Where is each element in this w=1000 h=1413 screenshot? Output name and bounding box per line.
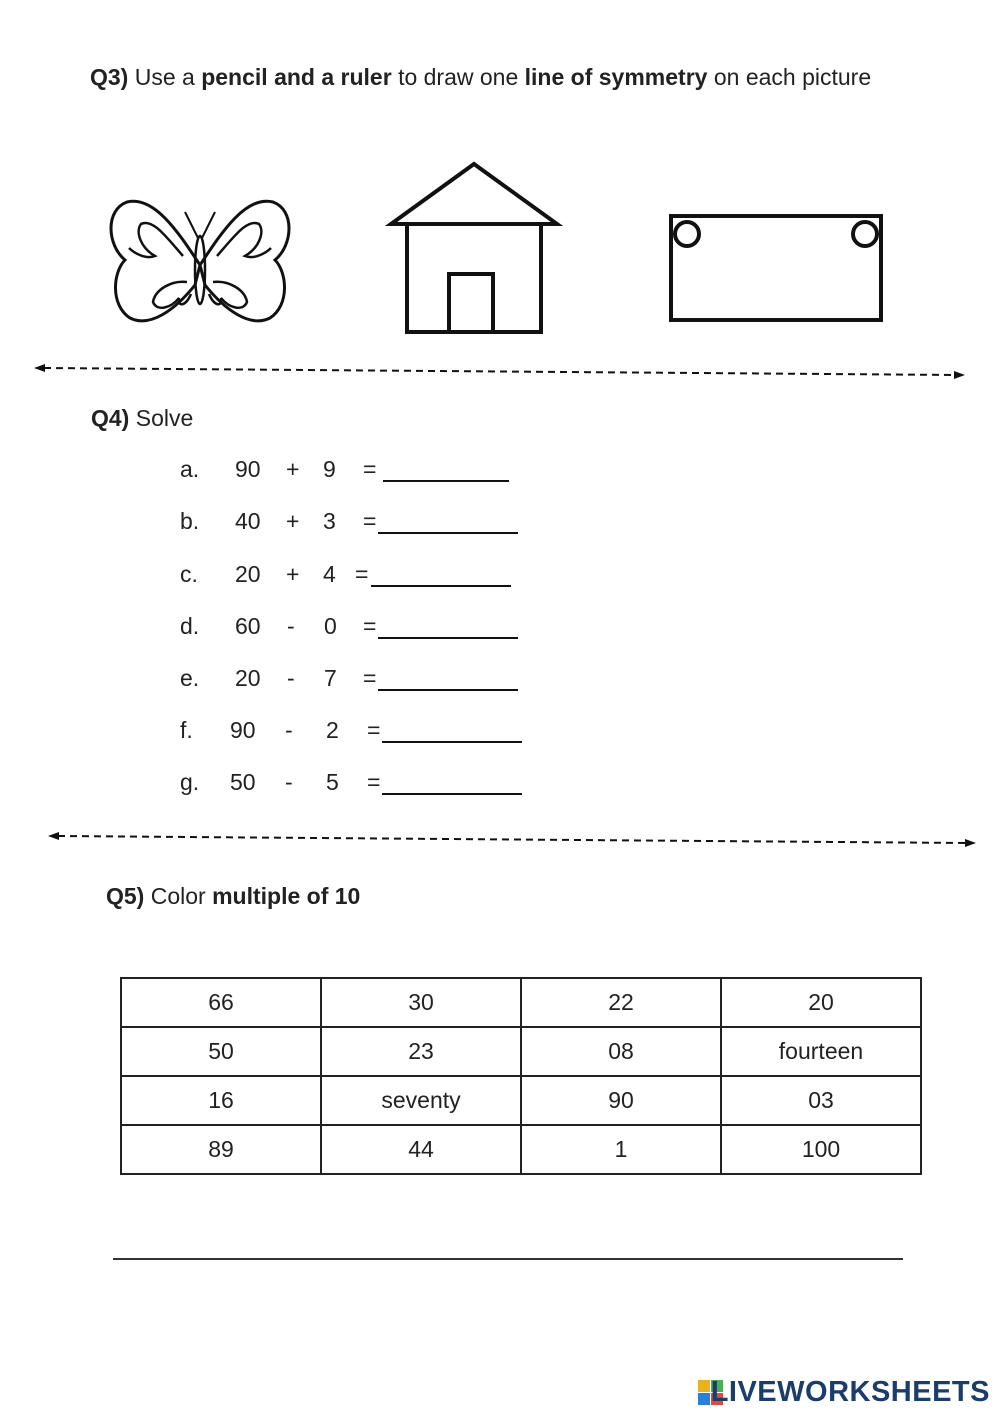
grid-cell[interactable]: 44 xyxy=(321,1125,521,1174)
table-row xyxy=(121,1076,921,1125)
grid-cell[interactable]: 89 xyxy=(121,1125,321,1174)
rectangle-with-circles-icon[interactable] xyxy=(665,210,890,328)
grid-cell[interactable]: 30 xyxy=(321,978,521,1027)
grid-cell[interactable]: 100 xyxy=(721,1125,921,1174)
dashed-divider xyxy=(32,360,972,382)
q5-instruction: Q5) Color multiple of 10 xyxy=(106,883,361,909)
grid-cell[interactable]: 90 xyxy=(521,1076,721,1125)
q4-number: Q4) xyxy=(91,405,130,431)
q5-number: Q5) xyxy=(106,883,145,909)
dashed-divider xyxy=(46,828,984,850)
grid-cell[interactable]: 1 xyxy=(521,1125,721,1174)
number-grid xyxy=(120,977,922,1175)
table-row xyxy=(121,1125,921,1174)
answer-blank[interactable] xyxy=(371,561,511,587)
butterfly-icon[interactable] xyxy=(105,190,295,335)
q3-number: Q3) xyxy=(90,64,129,90)
grid-cell[interactable]: 03 xyxy=(721,1076,921,1125)
bottom-rule xyxy=(113,1258,903,1260)
house-icon[interactable] xyxy=(385,160,565,340)
table-row xyxy=(121,1027,921,1076)
answer-blank[interactable] xyxy=(378,508,518,534)
answer-blank[interactable] xyxy=(382,717,522,743)
grid-cell[interactable]: 50 xyxy=(121,1027,321,1076)
q3-instruction: Q3) Use a pencil and a ruler to draw one line of symmetry on each picture xyxy=(90,64,872,90)
grid-cell[interactable]: 66 xyxy=(121,978,321,1027)
q4-title: Solve xyxy=(135,405,194,431)
answer-blank[interactable] xyxy=(383,456,509,482)
answer-blank[interactable] xyxy=(378,613,518,639)
answer-blank[interactable] xyxy=(378,665,518,691)
grid-cell[interactable]: 22 xyxy=(521,978,721,1027)
table-row xyxy=(121,978,921,1027)
grid-cell[interactable]: fourteen xyxy=(721,1027,921,1076)
q4-heading xyxy=(91,405,193,432)
grid-cell[interactable]: 16 xyxy=(121,1076,321,1125)
answer-blank[interactable] xyxy=(382,769,522,795)
grid-cell[interactable]: 23 xyxy=(321,1027,521,1076)
grid-cell[interactable]: 08 xyxy=(521,1027,721,1076)
grid-cell[interactable]: 20 xyxy=(721,978,921,1027)
grid-cell[interactable]: seventy xyxy=(321,1076,521,1125)
brand-name: LIVEWORKSHEETS xyxy=(710,1376,990,1408)
